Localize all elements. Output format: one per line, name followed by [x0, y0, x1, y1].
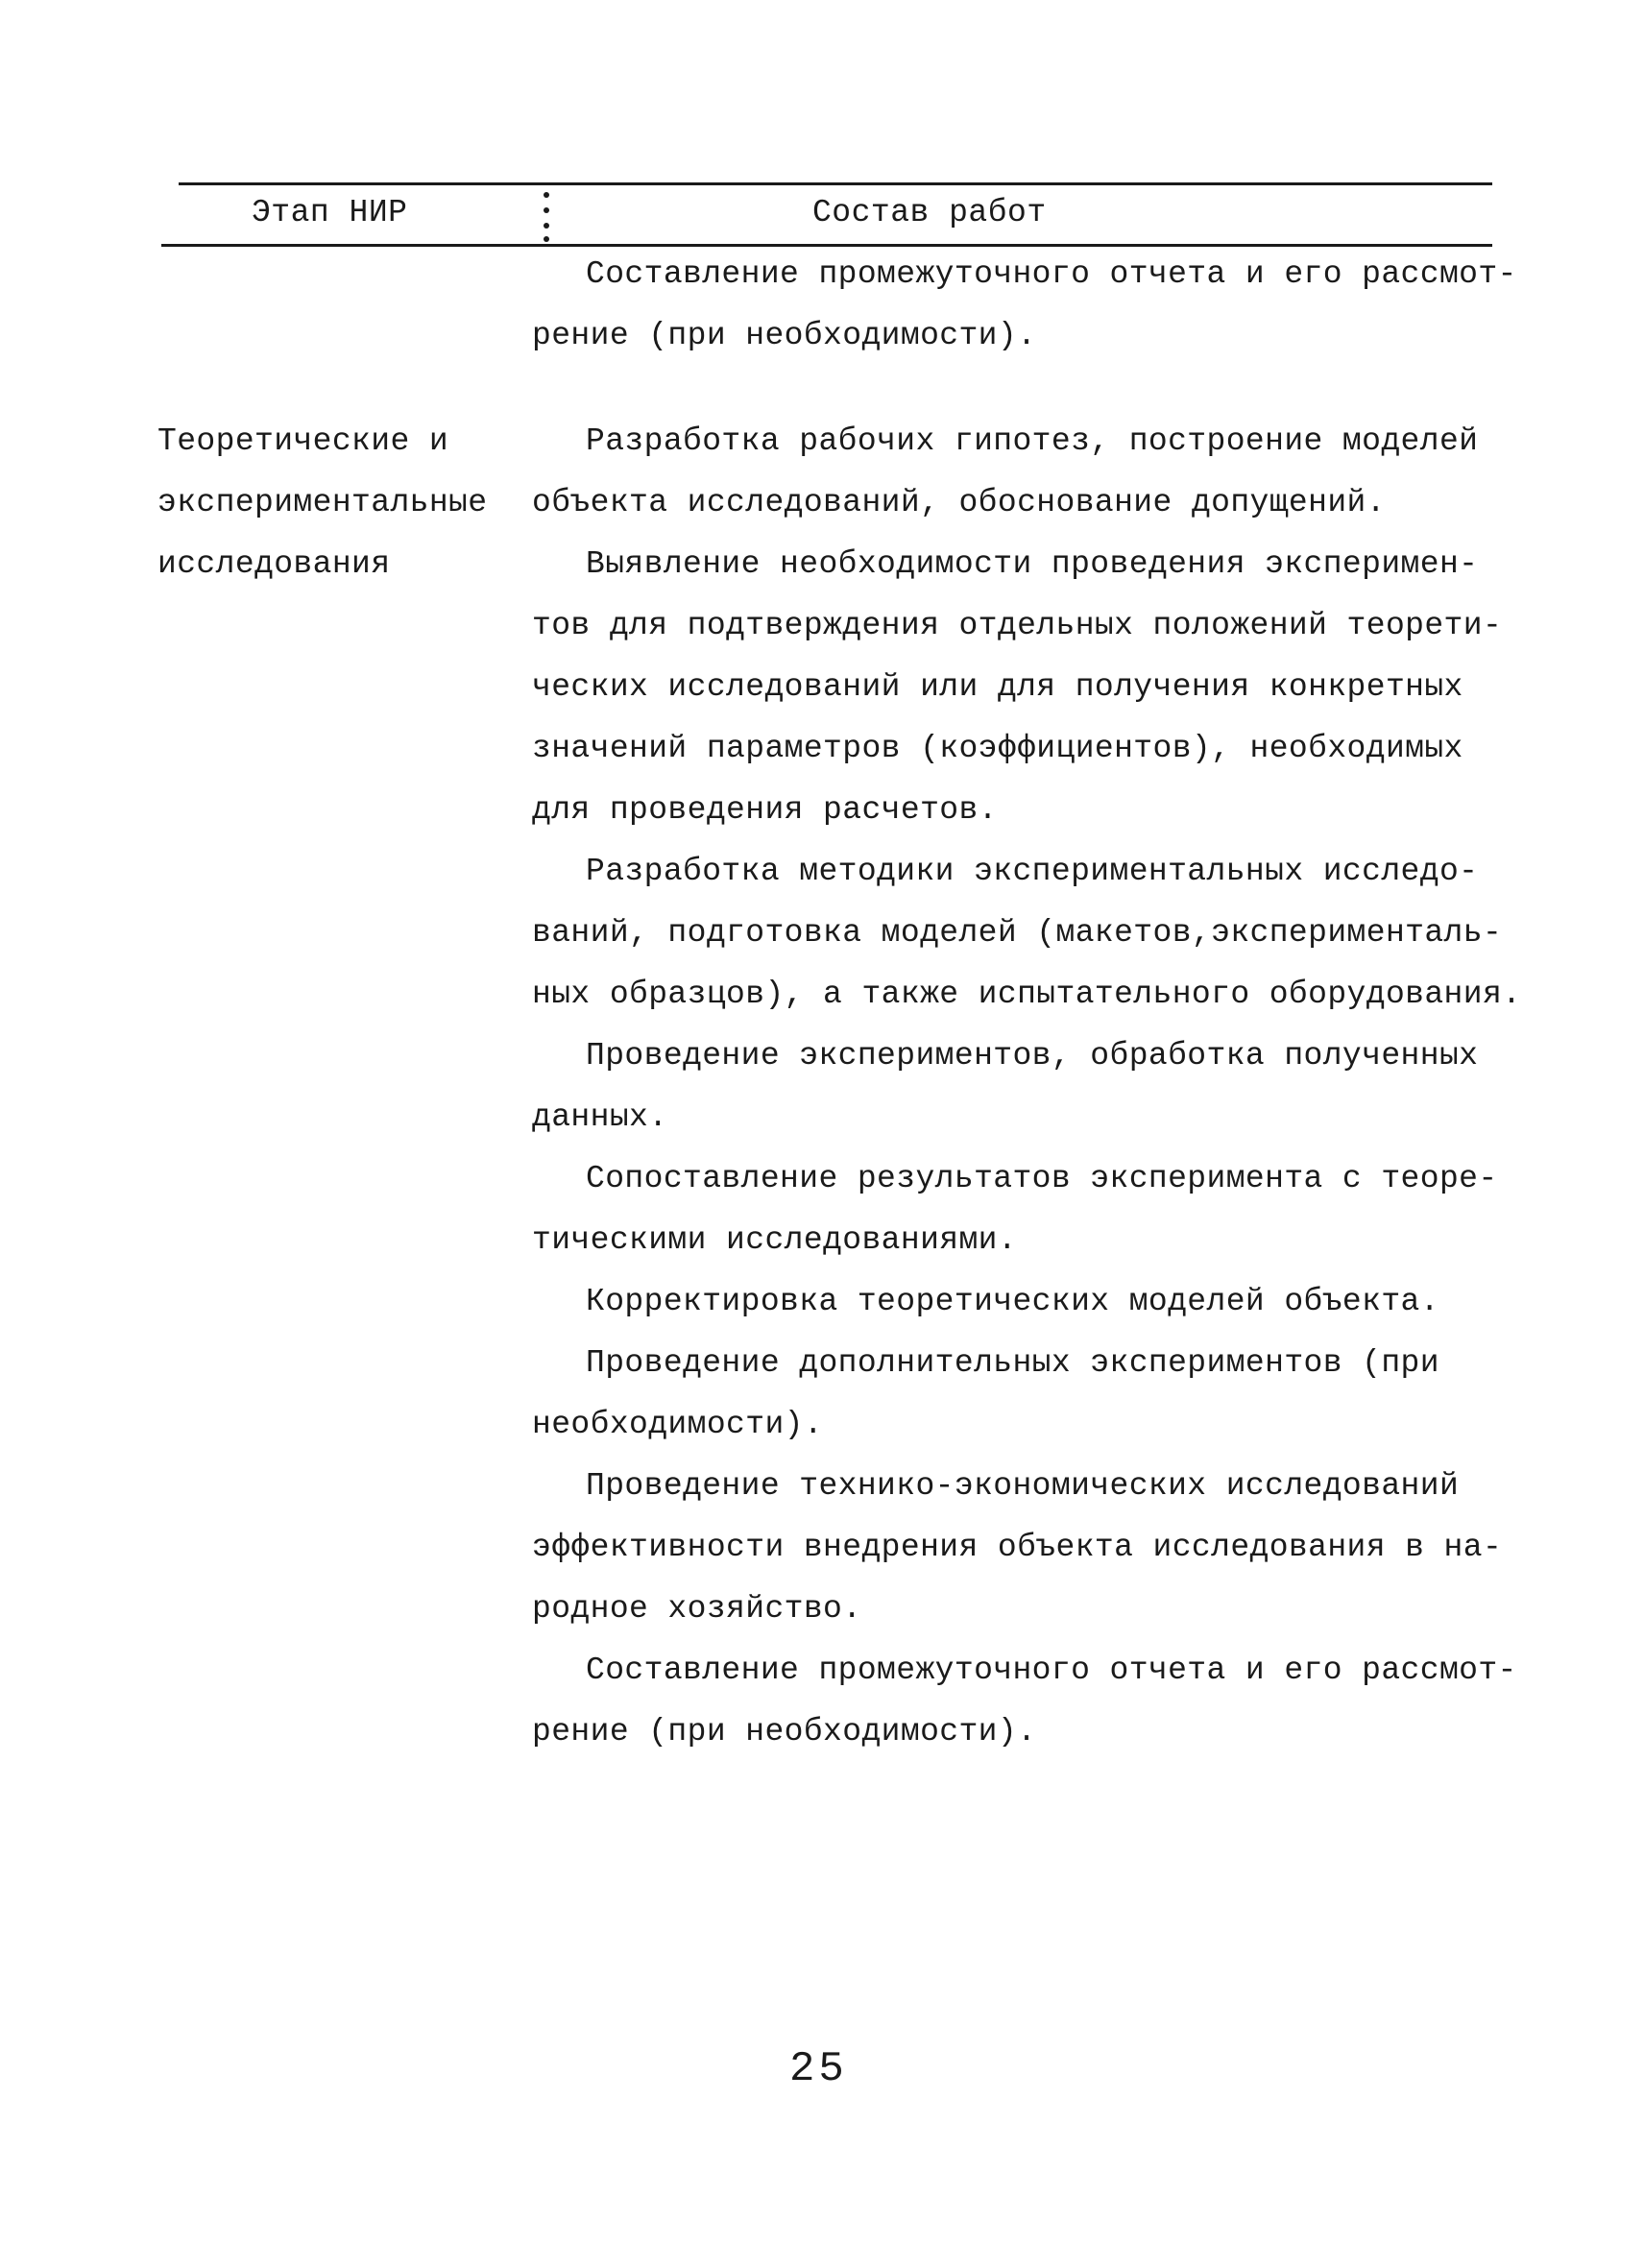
- work-paragraph: [532, 841, 1521, 1025]
- text-line: родное хозяйство.: [532, 1591, 862, 1627]
- text-line: Проведение экспериментов, обработка полученных: [586, 1038, 1479, 1074]
- text-line: Составление промежуточного отчета и его рассмот-: [586, 256, 1517, 292]
- text-line: Сопоставление результатов эксперимента с теоре-: [586, 1161, 1498, 1196]
- table-top-rule: [179, 182, 1492, 185]
- text-line: рение (при необходимости).: [532, 318, 1037, 353]
- text-line: Выявление необходимости проведения эксперимен-: [586, 546, 1479, 582]
- text-line: эффективности внедрения объекта исследования в на-: [532, 1530, 1503, 1565]
- text-line: рение (при необходимости).: [532, 1714, 1037, 1749]
- text-line: объекта исследований, обоснование допущений.: [532, 485, 1386, 520]
- text-line: Разработка методики экспериментальных исследо-: [586, 854, 1479, 889]
- stage-line: Теоретические и: [157, 423, 449, 459]
- text-line: значений параметров (коэффициентов), необходимых: [532, 731, 1463, 766]
- column-header-work: Состав работ: [812, 195, 1047, 230]
- text-line: для проведения расчетов.: [532, 792, 998, 828]
- text-line: данных.: [532, 1099, 668, 1135]
- text-line: Разработка рабочих гипотез, построение моделей: [586, 423, 1479, 459]
- work-paragraph: [532, 1271, 1521, 1333]
- stage-line: экспериментальные: [157, 485, 488, 520]
- column-header-stage: Этап НИР: [252, 195, 408, 230]
- text-line: Составление промежуточного отчета и его рассмот-: [586, 1653, 1517, 1688]
- work-paragraph: [532, 1148, 1521, 1271]
- text-line: тов для подтверждения отдельных положений теорети-: [532, 608, 1503, 643]
- text-line: тическими исследованиями.: [532, 1222, 1018, 1258]
- text-line: ваний, подготовка моделей (макетов,эксперименталь-: [532, 915, 1503, 951]
- text-line: необходимости).: [532, 1407, 824, 1442]
- work-paragraph: [532, 1333, 1521, 1456]
- work-paragraph: [532, 411, 1521, 534]
- text-line: Проведение дополнительных экспериментов (при: [586, 1345, 1439, 1381]
- text-line: Корректировка теоретических моделей объекта.: [586, 1284, 1439, 1319]
- continued-row: [532, 244, 1517, 367]
- work-paragraph: [532, 534, 1521, 841]
- work-paragraph: [532, 1025, 1521, 1148]
- text-line: ных образцов), а также испытательного оборудования.: [532, 977, 1522, 1012]
- text-line: Проведение технико-экономических исследований: [586, 1468, 1460, 1504]
- work-paragraph: [532, 1640, 1521, 1763]
- work-cell: [532, 411, 1521, 1763]
- column-separator: [544, 188, 551, 242]
- stage-line: исследования: [157, 546, 391, 582]
- text-line: ческих исследований или для получения конкретных: [532, 669, 1463, 705]
- stage-cell: [157, 411, 487, 595]
- work-paragraph: [532, 1456, 1521, 1640]
- page-number: 25: [789, 2045, 848, 2093]
